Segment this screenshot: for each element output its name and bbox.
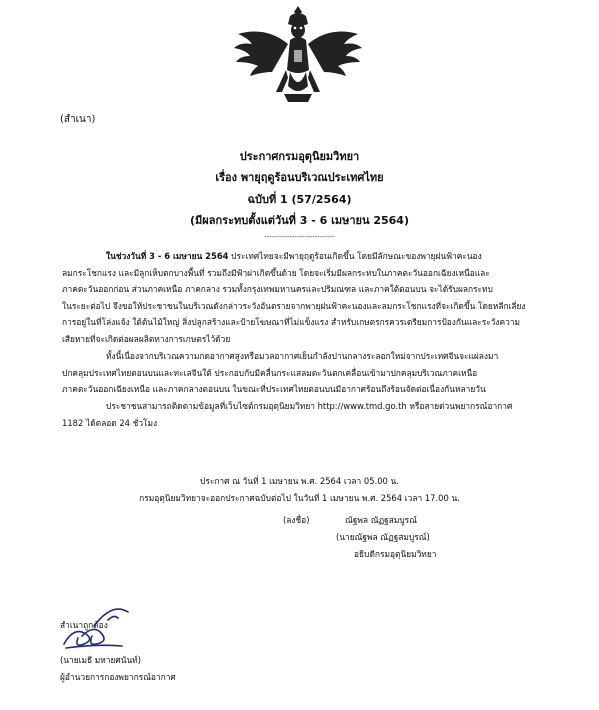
title-subject: เรื่อง พายุฤดูร้อนบริเวณประเทศไทย xyxy=(215,171,384,184)
lead-rest: ประเทศไทยจะมีพายุฤดูร้อนเกิดขึ้น โดยมีลักษณะของพายุฝนฟ้าคะนอง xyxy=(228,251,482,261)
signature-name: ณัฐพล ณัฏฐสมบูรณ์ xyxy=(345,515,417,525)
paragraph-contact xyxy=(62,398,540,431)
paragraph-line: ภาคตะวันออกเฉียงเหนือ และภาคกลางตอนบน ในขณะที่ประเทศไทยตอนบนมีอากาศร้อนถึงร้อนจัดต่อเนื่องกันหลายวัน xyxy=(62,384,486,394)
paragraph-line: ปกคลุมประเทศไทยตอนบนและทะเลจีนใต้ ประกอบกับมีคลื่นกระแสลมตะวันตกเคลื่อนเข้ามาปกคลุมบริเวณภาคเหนือ xyxy=(62,367,478,378)
lead-dates: ในช่วงวันที่ 3 - 6 เมษายน 2564 xyxy=(106,251,229,261)
next-issue-notice: กรมอุตุนิยมวิทยาจะออกประกาศฉบับต่อไป ในวันที่ 1 เมษายน พ.ศ. 2564 เวลา 17.00 น. xyxy=(139,493,460,503)
title-issue-number: ฉบับที่ 1 (57/2564) xyxy=(247,193,352,206)
separator-line: ---------------------------- xyxy=(264,233,335,241)
garuda-emblem-icon xyxy=(228,0,368,108)
paragraph-line: ลมกระโชกแรง และมีลูกเห็บตกบางพื้นที่ รวมถึงมีฟ้าผ่าเกิดขึ้นด้วย โดยจะเริ่มมีผลกระทบในภาคตะวันออกเฉียงเหนือและ xyxy=(62,267,490,278)
paragraph-warning xyxy=(62,248,540,347)
handwritten-signature-icon xyxy=(58,606,138,654)
paragraph-line: ในระยะต่อไป จึงขอให้ประชาชนในบริเวณดังกล่าวระวังอันตรายจากพายุฝนฟ้าคะนองและลมกระโชกแรงที่จะเกิดขึ้น โดยหลีกเลี่ยง xyxy=(62,300,526,311)
title-agency: ประกาศกรมอุตุนิยมวิทยา xyxy=(239,150,360,163)
paragraph-line: ประชาชนสามารถติดตามข้อมูลที่เว็บไซต์กรมอุตุนิยมวิทยา http://www.tmd.go.th หรือสายด่วนพยากรณ์อากาศ xyxy=(106,401,513,411)
signature-full-name: (นายณัฐพล ณัฏฐสมบูรณ์) xyxy=(336,532,430,542)
paragraph-line: 1182 ได้ตลอด 24 ชั่วโมง xyxy=(62,417,158,428)
certification-label: สำเนาถูกต้อง xyxy=(60,620,108,630)
paragraph-line: เสียหายที่จะเกิดต่อผลผลิตทางการเกษตรไว้ด้วย xyxy=(62,333,231,344)
signature-label: (ลงชื่อ) xyxy=(283,515,310,525)
title-effective-dates: (มีผลกระทบตั้งแต่วันที่ 3 - 6 เมษายน 2564) xyxy=(190,214,409,227)
paragraph-line: ทั้งนี้เนื่องจากบริเวณความกดอากาศสูงหรือมวลอากาศเย็นกำลังปานกลางระลอกใหม่จากประเทศจีนจะแผ่ลงมา xyxy=(106,351,499,361)
paragraph-line xyxy=(62,248,540,265)
signature-position: อธิบดีกรมอุตุนิยมวิทยา xyxy=(354,549,437,559)
paragraph-line: การอยู่ในที่โล่งแจ้ง ใต้ต้นไม้ใหญ่ สิ่งปลูกสร้างและป้ายโฆษณาที่ไม่แข็งแรง สำหรับเกษตรกรควรเตรียมการป้องกันและระวังความ xyxy=(62,317,521,327)
certifier-name: (นายเมธี มหายศนันท์) xyxy=(60,655,141,665)
copy-mark: (สำเนา) xyxy=(60,114,96,125)
announcement-time: ประกาศ ณ วันที่ 1 เมษายน พ.ศ. 2564 เวลา 05.00 น. xyxy=(200,476,399,486)
paragraph-line: ภาคตะวันออกก่อน ส่วนภาคเหนือ ภาคกลาง รวมทั้งกรุงเทพมหานครและปริมณฑล และภาคใต้ตอนบน จะได้รับผลกระทบ xyxy=(62,284,493,294)
paragraph-cause xyxy=(62,348,540,398)
certifier-position: ผู้อำนวยการกองพยากรณ์อากาศ xyxy=(60,672,176,682)
